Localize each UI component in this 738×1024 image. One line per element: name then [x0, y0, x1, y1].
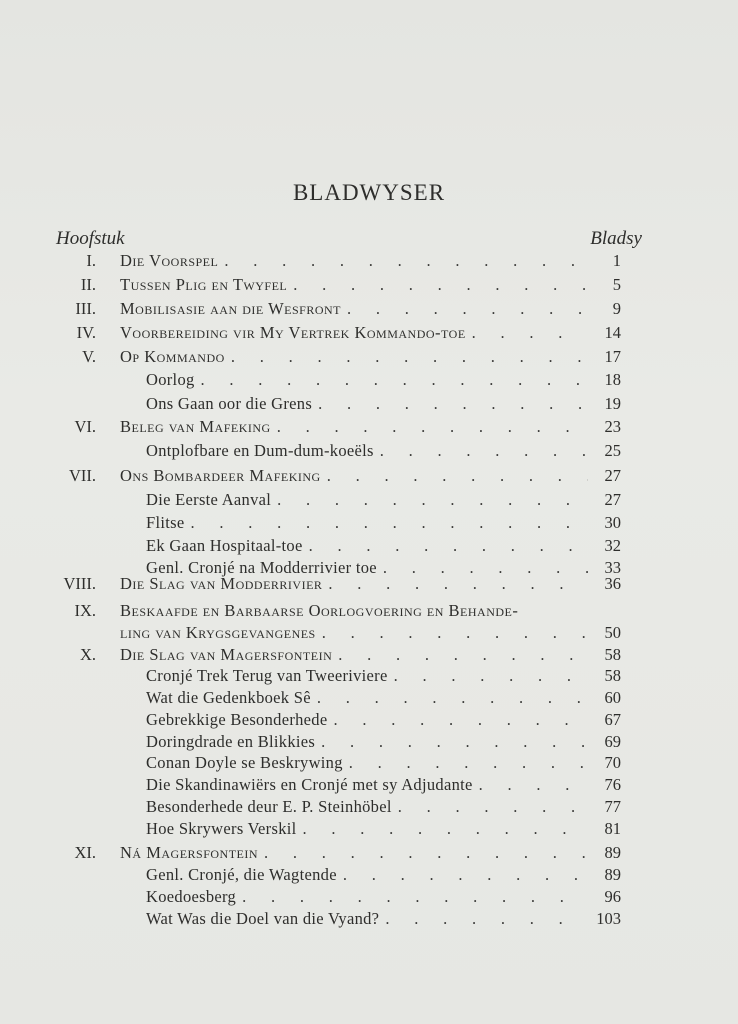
section-title: Ontplofbare en Dum-dum-koeëls [146, 441, 374, 460]
toc-row [0, 466, 738, 490]
chapter-title: Ons Bombardeer Mafeking [120, 466, 321, 485]
section-entry [146, 887, 588, 907]
dot-leader [264, 843, 588, 863]
page-number: 58 [604, 645, 621, 664]
page-number: 33 [604, 558, 621, 577]
dot-leader [322, 623, 588, 643]
section-title: Wat die Gedenkboek Sê [146, 688, 311, 707]
toc-row [0, 909, 738, 933]
toc-row [0, 347, 738, 371]
chapter-title: Op Kommando [120, 347, 225, 366]
page-number: 89 [604, 843, 621, 862]
section-title: Ek Gaan Hospitaal-toe [146, 536, 303, 555]
toc-row [0, 710, 738, 734]
chapter-number: VII. [68, 466, 96, 485]
dot-leader [472, 323, 588, 343]
dot-leader [398, 797, 588, 817]
toc-row [0, 601, 738, 625]
dot-leader [385, 909, 588, 929]
dot-leader [277, 490, 588, 510]
chapter-entry [120, 466, 588, 486]
page-number: 69 [604, 732, 621, 751]
dot-leader [318, 394, 588, 414]
chapter-entry [120, 574, 588, 594]
chapter-entry [120, 275, 588, 295]
chapter-number: VI. [74, 417, 96, 436]
dot-leader [380, 441, 588, 461]
page-number: 89 [604, 865, 621, 884]
dot-leader [242, 887, 588, 907]
toc-row [0, 513, 738, 537]
dot-leader [327, 466, 588, 486]
section-entry [146, 775, 588, 795]
toc-row [0, 775, 738, 799]
dot-leader [231, 347, 588, 367]
section-entry [146, 688, 588, 708]
page-number: 25 [604, 441, 621, 460]
toc-row [0, 623, 738, 647]
chapter-entry [120, 347, 588, 367]
page-number: 32 [604, 536, 621, 555]
toc-row [0, 417, 738, 441]
dot-leader [479, 775, 588, 795]
chapter-entry [120, 417, 588, 437]
chapter-entry [120, 623, 588, 643]
section-title: Cronjé Trek Terug van Tweeriviere [146, 666, 388, 685]
chapter-column-header: Hoofstuk [56, 228, 125, 249]
dot-leader [347, 299, 588, 319]
section-entry [146, 753, 588, 773]
section-entry [146, 370, 588, 390]
page-number: 81 [604, 819, 621, 838]
toc-row [0, 574, 738, 598]
dot-leader [293, 275, 588, 295]
dot-leader [277, 417, 588, 437]
page-number: 67 [604, 710, 621, 729]
page-number: 19 [604, 394, 621, 413]
toc-row [0, 490, 738, 514]
toc-row [0, 797, 738, 821]
section-title: Conan Doyle se Beskrywing [146, 753, 343, 772]
toc-row [0, 843, 738, 867]
toc-row [0, 251, 738, 275]
dot-leader [328, 574, 588, 594]
section-title: Koedoesberg [146, 887, 237, 906]
dot-leader [303, 819, 588, 839]
dot-leader [333, 710, 588, 730]
dot-leader [224, 251, 588, 271]
page-number: 70 [604, 753, 621, 772]
chapter-title: Die Slag van Magersfontein [120, 645, 333, 664]
dot-leader [338, 645, 588, 665]
section-title: Besonderhede deur E. P. Steinhöbel [146, 797, 392, 816]
chapter-number: III. [75, 299, 96, 318]
section-title: Oorlog [146, 370, 195, 389]
dot-leader [317, 688, 588, 708]
chapter-title: Tussen Plig en Twyfel [120, 275, 288, 294]
page-number: 18 [604, 370, 621, 389]
section-entry [146, 441, 588, 461]
page-number: 17 [604, 347, 621, 366]
chapter-number: XI. [74, 843, 96, 862]
chapter-title: ling van Krygsgevangenes [120, 623, 316, 642]
section-entry [146, 490, 588, 510]
chapter-number: VIII. [63, 574, 96, 593]
page-number: 9 [612, 299, 621, 318]
toc-row [0, 441, 738, 465]
section-entry [146, 666, 588, 686]
chapter-title: Die Voorspel [120, 251, 219, 270]
chapter-entry [120, 299, 588, 319]
toc-row [0, 299, 738, 323]
chapter-title: Voorbereiding vir My Vertrek Kommando-toe [120, 323, 466, 342]
section-entry [146, 536, 588, 556]
chapter-title: Mobilisasie aan die Wesfront [120, 299, 341, 318]
page-number: 36 [604, 574, 621, 593]
chapter-title: Ná Magersfontein [120, 843, 259, 862]
toc-row [0, 323, 738, 347]
page-number: 14 [604, 323, 621, 342]
chapter-entry [120, 843, 588, 863]
section-entry [146, 394, 588, 414]
toc-row [0, 275, 738, 299]
section-title: Ons Gaan oor die Grens [146, 394, 313, 413]
page-number: 5 [612, 275, 621, 294]
chapter-number: I. [86, 251, 96, 270]
section-title: Doringdrade en Blikkies [146, 732, 316, 751]
section-title: Genl. Cronjé, die Wagtende [146, 865, 337, 884]
toc-row [0, 394, 738, 418]
dot-leader [190, 513, 588, 533]
dot-leader [309, 536, 588, 556]
page-number: 27 [604, 490, 621, 509]
page-number: 23 [604, 417, 621, 436]
section-entry [146, 797, 588, 817]
toc-row [0, 819, 738, 843]
chapter-entry [120, 323, 588, 343]
page-column-header: Bladsy [590, 228, 642, 249]
page-number: 76 [604, 775, 621, 794]
toc-row [0, 688, 738, 712]
page-number: 1 [612, 251, 621, 270]
section-title: Genl. Cronjé na Modderrivier toe [146, 558, 377, 577]
toc-row [0, 666, 738, 690]
chapter-number: II. [80, 275, 96, 294]
section-entry [146, 732, 588, 752]
page-number: 50 [604, 623, 621, 642]
chapter-entry [120, 645, 588, 665]
toc-row [0, 370, 738, 394]
section-title: Gebrekkige Besonderhede [146, 710, 328, 729]
section-entry [146, 513, 588, 533]
chapter-number: IV. [76, 323, 96, 342]
section-title: Hoe Skrywers Verskil [146, 819, 297, 838]
page-number: 27 [604, 466, 621, 485]
dot-leader [349, 753, 588, 773]
dot-leader [343, 865, 588, 885]
section-entry [146, 909, 588, 929]
page-number: 60 [604, 688, 621, 707]
page-number: 103 [596, 909, 621, 928]
toc-row [0, 753, 738, 777]
toc-row [0, 865, 738, 889]
page-title: BLADWYSER [292, 180, 446, 205]
dot-leader [321, 732, 588, 752]
page-number: 77 [604, 797, 621, 816]
section-entry [146, 710, 588, 730]
page-number: 96 [604, 887, 621, 906]
page-number: 30 [604, 513, 621, 532]
section-entry [146, 865, 588, 885]
chapter-number: X. [79, 645, 96, 664]
section-title: Wat Was die Doel van die Vyand? [146, 909, 380, 928]
chapter-title: Die Slag van Modderrivier [120, 574, 323, 593]
section-title: Die Eerste Aanval [146, 490, 272, 509]
section-title: Die Skandinawiërs en Cronjé met sy Adjudante [146, 775, 473, 794]
dot-leader [201, 370, 588, 390]
dot-leader [394, 666, 588, 686]
section-title: Flitse [146, 513, 185, 532]
page-number: 58 [604, 666, 621, 685]
chapter-entry [120, 601, 588, 621]
chapter-number: V. [82, 347, 96, 366]
chapter-title: Beleg van Mafeking [120, 417, 271, 436]
toc-row [0, 536, 738, 560]
section-entry [146, 819, 588, 839]
toc-row [0, 887, 738, 911]
chapter-number: IX. [74, 601, 96, 620]
chapter-entry [120, 251, 588, 271]
chapter-title: Beskaafde en Barbaarse Oorlogvoering en Behande- [120, 601, 519, 620]
